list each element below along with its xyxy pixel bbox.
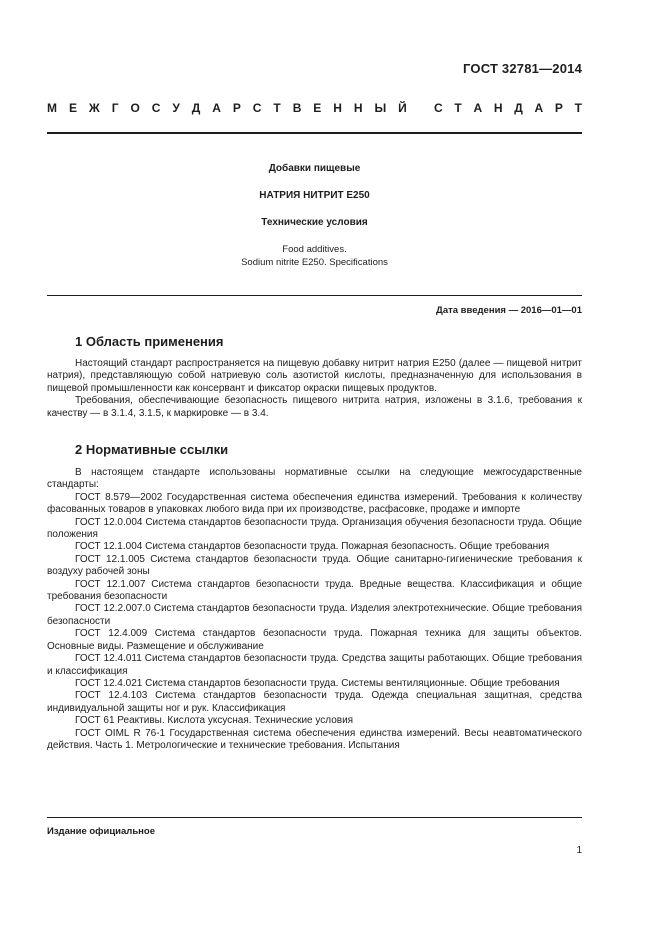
banner-letter: Р (554, 101, 563, 115)
banner-letter: Ы (374, 101, 387, 115)
reference-item: ГОСТ OIML R 76-1 Государственная система обеспечения единства измерений. Весы неавтоматического действия. Часть 1. Метрологические и технические требования. Испытания (47, 727, 582, 751)
banner-letter: Т (273, 101, 281, 115)
banner-letter: О (130, 101, 140, 115)
section-2-paragraph: В настоящем стандарте использованы нормативные ссылки на следующие межгосударственные стандарты: (47, 467, 582, 491)
header-rule (47, 132, 582, 134)
banner-letter: Н (493, 101, 503, 115)
banner-letter: Р (232, 101, 241, 115)
banner-letter: Т (574, 101, 582, 115)
banner-letter: Н (333, 101, 342, 115)
reference-item: ГОСТ 12.4.009 Система стандартов безопасности труда. Пожарная техника для защиты объектов. Основные виды. Размещение и обслуживание (47, 628, 582, 652)
reference-item: ГОСТ 12.4.021 Система стандартов безопасности труда. Системы вентиляционные. Общие требования (75, 677, 560, 689)
section-2-body (47, 467, 582, 752)
banner-letter: А (473, 101, 483, 115)
reference-item: ГОСТ 12.1.007 Система стандартов безопасности труда. Вредные вещества. Классификация и общие требования безопасности (47, 578, 582, 603)
banner-letter: С (434, 101, 443, 115)
title-line-2: НАТРИЯ НИТРИТ Е250 (259, 190, 370, 201)
banner-letter: Д (191, 101, 201, 115)
banner-letter: Й (398, 101, 407, 115)
english-title-line-2: Sodium nitrite E250. Specifications (241, 257, 388, 268)
intro-date: Дата введения — 2016—01—01 (436, 305, 582, 316)
page-number: 1 (576, 845, 582, 856)
section-1-heading: 1 Область применения (75, 334, 224, 349)
reference-item: ГОСТ 12.2.007.0 Система стандартов безопасности труда. Изделия электротехнические. Общие требования безопасности (47, 603, 582, 627)
banner-letter: А (212, 101, 221, 115)
banner-letter: М (47, 101, 57, 115)
english-title (47, 243, 582, 269)
reference-item: ГОСТ 12.4.011 Система стандартов безопасности труда. Средства защиты работающих. Общие требования и классификация (47, 653, 582, 677)
interstate-word (47, 101, 407, 115)
banner-letter: Ж (88, 101, 100, 115)
banner-letter: У (172, 101, 180, 115)
banner-letter: В (292, 101, 302, 115)
title-line-3: Технические условия (261, 217, 368, 228)
banner-letter: С (252, 101, 262, 115)
reference-item: ГОСТ 12.4.103 Система стандартов безопасности труда. Одежда специальная защитная, средства индивидуальной защиты ног и рук. Классификация (47, 690, 582, 714)
section-1-body (47, 358, 582, 420)
english-title-line-1: Food additives. (282, 244, 347, 255)
section-1-paragraph: Настоящий стандарт распространяется на пищевую добавку нитрит натрия Е250 (далее — пищевой нитрит натрия), представляющую собой натриевую соль азотистой кислоты, предназначенную для использования в пищевой промышленности как консервант и фиксатор окраски пищевых продуктов. (47, 358, 582, 394)
title-rule (47, 295, 582, 296)
banner-letter: Г (111, 101, 119, 115)
banner-letter: Н (353, 101, 363, 115)
footer-rule (47, 817, 582, 818)
banner-letter: Д (514, 101, 523, 115)
banner-letter: Е (68, 101, 77, 115)
banner-letter: Е (313, 101, 322, 115)
standard-word (434, 101, 582, 115)
section-1-paragraph: Требования, обеспечивающие безопасность пищевого нитрита натрия, изложены в 3.1.6, требования к качеству — в 3.1.4, 3.1.5, к маркировке — в 3.4. (47, 395, 582, 419)
reference-item: ГОСТ 12.0.004 Система стандартов безопасности труда. Организация обучения безопасности труда. Общие положения (47, 516, 582, 541)
banner-letter: А (534, 101, 544, 115)
reference-item: ГОСТ 12.1.004 Система стандартов безопасности труда. Пожарная безопасность. Общие требования (75, 541, 550, 553)
reference-item: ГОСТ 12.1.005 Система стандартов безопасности труда. Общие санитарно-гигиенические требования к воздуху рабочей зоны (47, 553, 582, 578)
section-2-heading: 2 Нормативные ссылки (75, 442, 229, 457)
title-line-1: Добавки пищевые (268, 163, 361, 174)
edition-label: Издание официальное (47, 826, 155, 837)
banner-letter: С (151, 101, 161, 115)
gost-number: ГОСТ 32781—2014 (463, 61, 582, 76)
reference-item: ГОСТ 61 Реактивы. Кислота уксусная. Технические условия (75, 715, 354, 727)
interstate-standard-banner (47, 100, 582, 116)
reference-item: ГОСТ 8.579—2002 Государственная система обеспечения единства измерений. Требования к количеству фасованных товаров в упаковках любого вида при их производстве, расфасовке, продаже и импорте (47, 491, 582, 516)
banner-letter: Т (454, 101, 462, 115)
